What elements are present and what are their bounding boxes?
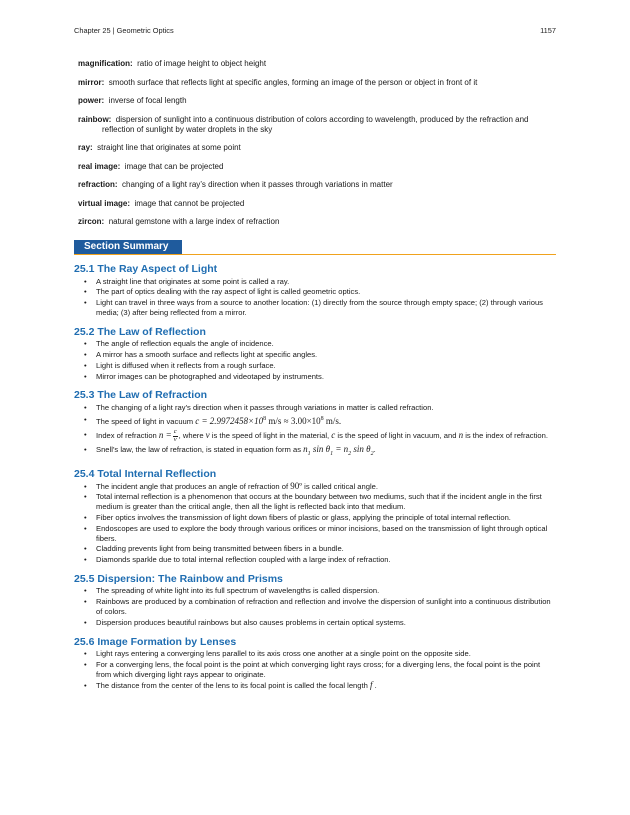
list-item: • Light is diffused when it reflects from a rough surface. [96,361,556,371]
list-item [96,415,556,427]
list-item: • Diamonds sparkle due to total internal reflection coupled with a large index of refraction. [96,555,556,565]
glossary-entry [78,115,556,135]
math-c: c [331,430,336,441]
section-title: 25.3 The Law of Refraction [74,389,208,402]
text: is called critical angle. [304,481,379,491]
subscript: 2 [348,451,352,458]
glossary-definition: image that can be projected [124,161,224,171]
math-f: f [369,679,373,690]
subscript: 1 [307,451,311,458]
glossary-entry [78,143,556,153]
list-item: • The spreading of white light into its full spectrum of wavelengths is called dispersion. [96,586,556,596]
section-title: 25.1 The Ray Aspect of Light [74,263,218,275]
glossary-definition: dispersion of sunlight into a continuous distribution of colors according to wavelength, produced by the refraction and reflection of sunlight by water droplets in the sky [102,114,529,134]
glossary-term: refraction: [78,180,118,190]
math-sin: sin [312,444,324,455]
list-item: • Mirror images can be photographed and videotaped by instruments. [96,372,556,382]
glossary-definition: image that cannot be projected [134,198,245,208]
text: Index of refraction [96,431,157,441]
text: The distance from the center of the lens to its focal point is called the focal length [96,680,368,690]
list-item [96,482,556,492]
math-equals: = [335,444,342,455]
section-25-1 [74,263,556,318]
list-item: • A mirror has a smooth surface and reflects light at specific angles. [96,350,556,360]
glossary-entry [78,78,556,88]
math-n: n [343,444,349,455]
fraction-c-over-v [173,429,178,443]
glossary-term: zircon: [78,217,105,227]
glossary-entry [78,96,556,106]
list-item: • Light can travel in three ways from a source to another location: (1) directly from the source through empty space; (2) through various media; (3) after being reflected from a mirror. [96,298,556,318]
list-item: • A straight line that originates at some point is called a ray. [96,277,556,287]
denominator: v [173,435,177,443]
glossary-definition: natural gemstone with a large index of refraction [108,217,280,227]
section-summary-bar [74,240,556,255]
section-25-6 [74,636,556,691]
exponent: 8 [263,415,267,422]
subscript: 2 [370,451,374,458]
list-item: • Fiber optics involves the transmission of light down fibers of plastic or glass, applying the principle of total internal reflection. [96,513,556,523]
section-25-5 [74,573,556,628]
bullet-list [74,586,556,627]
bullet-list [74,403,556,460]
bullet-list [74,339,556,381]
text: is the speed of light in vacuum, and [337,431,457,441]
glossary-term: ray: [78,143,93,153]
section-25-2 [74,326,556,382]
list-item: • Dispersion produces beautiful rainbows but also causes problems in certain optical systems. [96,618,556,628]
math-theta: θ [366,444,371,455]
bullet-list [74,277,556,318]
section-title: 25.2 The Law of Reflection [74,325,206,338]
glossary-term: real image: [78,161,121,171]
list-item: • Cladding prevents light from being transmitted between fibers in a bundle. [96,544,556,554]
glossary-entry [78,180,556,190]
math-n: n = [158,430,172,441]
glossary-term: magnification: [78,59,133,68]
glossary [78,59,556,236]
list-item: • Light rays entering a converging lens parallel to its axis cross one another at a single point on the opposite side. [96,649,556,659]
glossary-entry [78,162,556,172]
list-item [96,681,556,691]
snells-law-equation [303,444,374,458]
list-item: • Rainbows are produced by a combination of refraction and reflection and involve the dispersion of sunlight into a continuous distribution of colors. [96,597,556,617]
list-item: • The changing of a light ray’s direction when it passes through variations in matter is called refraction. [96,403,556,413]
math-text: m/s ≈ 3.00×10 [266,415,321,426]
section-25-3 [74,389,556,460]
math-text: c = 2.9972458×10 [195,415,264,426]
text: . [374,680,377,690]
glossary-term: virtual image: [78,198,131,208]
math-theta: θ [325,444,331,455]
list-item: • The angle of reflection equals the angle of incidence. [96,339,556,349]
section-title: 25.5 Dispersion: The Rainbow and Prisms [74,572,283,585]
bullet-list [74,482,556,565]
math-v: v [205,430,210,441]
glossary-term: power: [78,96,105,105]
text: is the index of refraction. [465,431,548,441]
text: The speed of light in vacuum [96,416,194,426]
list-item [96,445,556,460]
glossary-definition: ratio of image height to object height [137,59,267,68]
math-sin: sin [353,444,364,455]
glossary-definition: changing of a light ray’s direction when it passes through variations in matter [122,180,393,190]
glossary-term: rainbow: [78,114,112,124]
glossary-entry [78,199,556,209]
glossary-definition: smooth surface that reflects light at specific angles, forming an image of the person or object in front of it [108,77,478,87]
section-title: 25.6 Image Formation by Lenses [74,635,237,648]
list-item [96,429,556,443]
glossary-definition: inverse of focal length [108,96,187,105]
list-item: • Endoscopes are used to explore the body through various orifices or minor incisions, based on the transmission of light through optical fibers. [96,524,556,544]
glossary-entry [78,59,556,69]
math-n: n [303,444,308,455]
section-25-4 [74,468,556,565]
glossary-definition: straight line that originates at some point [97,143,241,153]
list-item: • Total internal reflection is a phenomenon that occurs at the boundary between two mediums, such that if the incident angle in the first medium is greater than the critical angle, then all the light is reflected back into that medium. [96,492,556,512]
exponent: 8 [320,415,324,422]
page-number: 1157 [540,26,556,35]
subscript: 1 [330,451,334,458]
speed-of-light-equation [195,416,341,426]
text: , where [178,431,204,441]
glossary-entry [78,217,556,227]
list-item: • For a converging lens, the focal point is the point at which converging light rays cross; for a diverging lens, the focal point is the point from which diverging light rays appear to originate. [96,660,556,680]
list-item: • The part of optics dealing with the ray aspect of light is called geometric optics. [96,287,556,297]
glossary-term: mirror: [78,77,105,87]
text: The incident angle that produces an angle of refraction of [96,481,289,491]
summary-sections [74,263,556,698]
text: . [373,445,376,455]
text: is the speed of light in the material, [211,431,330,441]
numerator: c [173,428,177,436]
chapter-title: Chapter 25 | Geometric Optics [74,26,174,35]
math-n: n [458,430,464,441]
text: Snell’s law, the law of refraction, is stated in equation form as [96,445,301,455]
section-title: 25.4 Total Internal Reflection [74,468,217,481]
bullet-list [74,649,556,690]
math-angle: 90º [290,480,303,491]
math-text: m/s. [323,415,342,426]
section-summary-heading: Section Summary [74,240,182,254]
